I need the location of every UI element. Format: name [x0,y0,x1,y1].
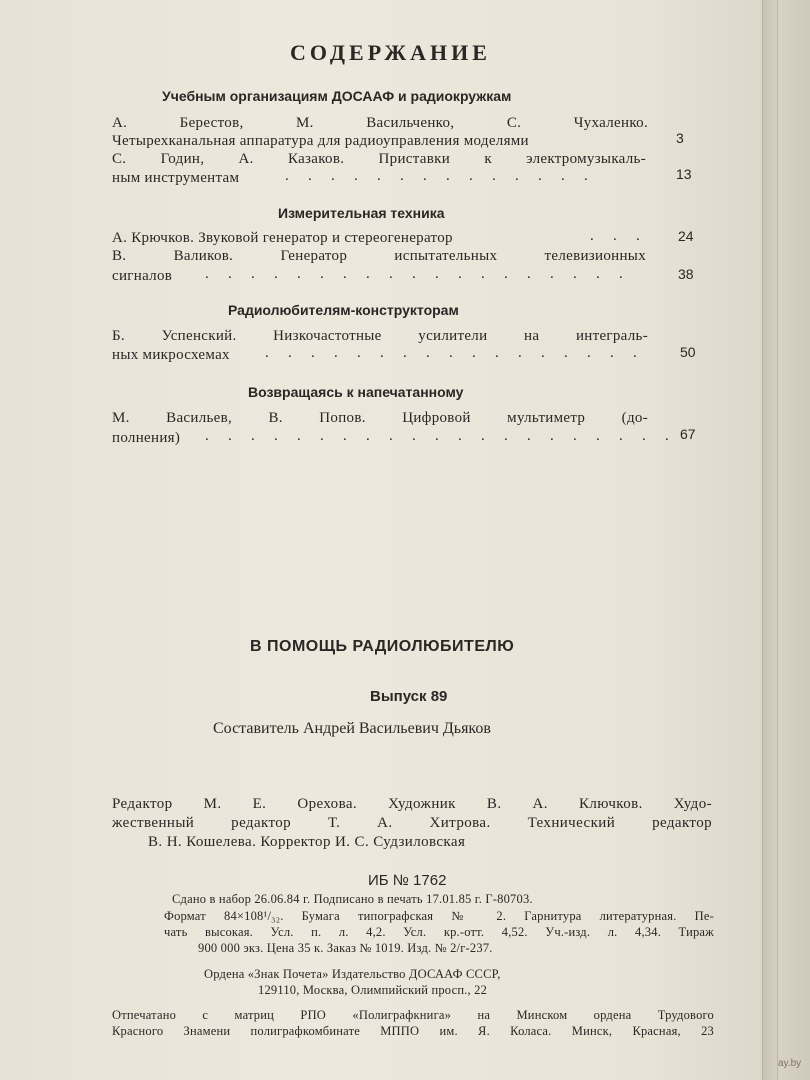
toc-entry-line: С. Годин, А. Казаков. Приставки к электромузыкаль- [112,151,646,167]
toc-entry-line: А. Берестов, М. Васильченко, С. Чухаленко. [112,115,648,131]
toc-entry-line: ных микросхемах [112,347,230,363]
book-gutter [762,0,810,1080]
toc-page-number: 3 [676,130,684,146]
leader-dots: . . . . . . . . . . . . . . . . . . . [205,266,625,282]
editors-line: Редактор М. Е. Орехова. Художник В. А. Ключков. Худо- [112,796,712,812]
section-heading: Возвращаясь к напечатанному [248,384,464,400]
toc-entry-line: М. Васильев, В. Попов. Цифровой мультиметр (до- [112,410,648,426]
leader-dots: . . . . . . . . . . . . . . . . . . . . . [205,428,671,444]
toc-entry-line: В. Валиков. Генератор испытательных телевизионных [112,248,646,264]
leader-dots: . . . . . . . . . . . . . . [285,168,590,184]
series-title: В ПОМОЩЬ РАДИОЛЮБИТЕЛЮ [250,638,515,655]
toc-entry-line: сигналов [112,268,173,284]
toc-page-number: 38 [678,266,694,282]
issue-number: Выпуск 89 [370,688,448,705]
toc-page-number: 24 [678,228,694,244]
imprint-line: Сдано в набор 26.06.84 г. Подписано в печать 17.01.85 г. Г-80703. [172,892,533,906]
printer-line: Отпечатано с матриц РПО «Полиграфкнига» на Минском ордена Трудового [112,1008,714,1022]
toc-entry-line: полнения) [112,430,181,446]
toc-page-number: 13 [676,166,692,182]
editors-line: В. Н. Кошелева. Корректор И. С. Судзиловская [148,834,466,850]
leader-dots: . . . [590,228,642,244]
editors-line: жественный редактор Т. А. Хитрова. Технический редактор [112,815,712,831]
section-heading: Учебным организациям ДОСААФ и радиокружкам [162,88,512,104]
leader-dots: . . . . . . . . . . . . . . . . . [265,345,639,361]
watermark: ay.by [778,1058,802,1069]
toc-page-number: 67 [680,426,696,442]
publisher-line: 129110, Москва, Олимпийский просп., 22 [258,983,488,997]
section-heading: Измерительная техника [278,205,445,221]
publisher-line: Ордена «Знак Почета» Издательство ДОСААФ СССР, [204,967,501,981]
imprint-line: Формат 84×108¹/₃₂. Бумага типографская № 2. Гарнитура литературная. Пе- [164,909,714,923]
toc-entry-line: Б. Успенский. Низкочастотные усилители на интеграль- [112,328,648,344]
contents-title: СОДЕРЖАНИЕ [290,40,491,65]
toc-entry-line: А. Крючков. Звуковой генератор и стереогенератор [112,230,453,246]
imprint-line: 900 000 экз. Цена 35 к. Заказ № 1019. Изд. № 2/г-237. [198,941,493,955]
imprint-line: чать высокая. Усл. п. л. 4,2. Усл. кр.-отт. 4,52. Уч.-изд. л. 4,34. Тираж [164,925,714,939]
printer-line: Красного Знамени полиграфкомбинате МППО им. Я. Коласа. Минск, Красная, 23 [112,1024,714,1038]
section-heading: Радиолюбителям-конструкторам [228,302,459,318]
toc-page-number: 50 [680,344,696,360]
toc-entry-line: Четырехканальная аппаратура для радиоуправления моделями [112,133,529,149]
ib-number: ИБ № 1762 [368,872,447,889]
toc-entry-line: ным инструментам [112,170,240,186]
compiler: Составитель Андрей Васильевич Дьяков [213,720,491,737]
